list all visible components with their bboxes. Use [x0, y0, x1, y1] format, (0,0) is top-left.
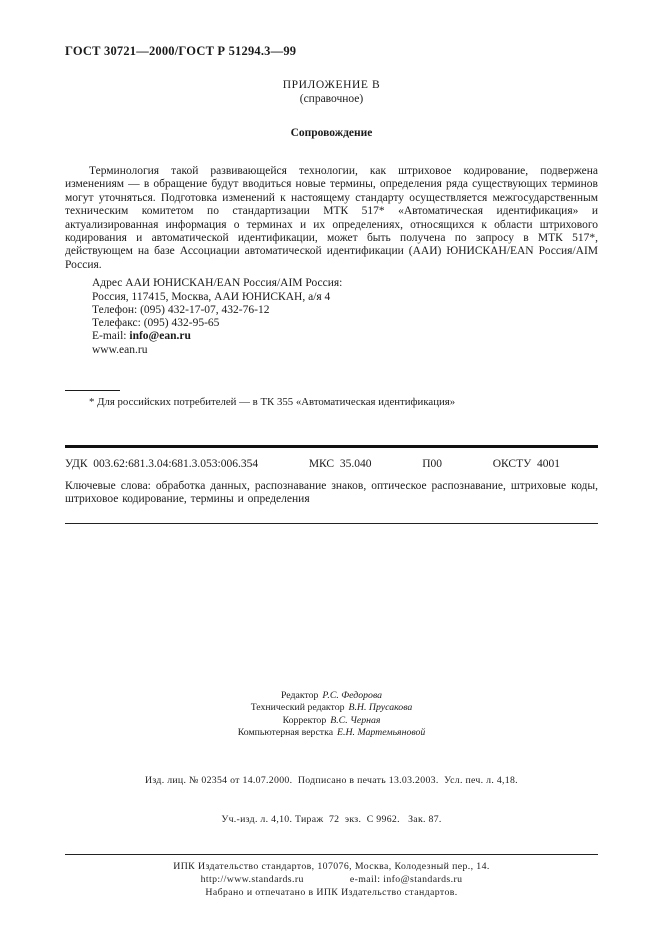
appendix-title: ПРИЛОЖЕНИЕ В	[282, 79, 381, 91]
imprint-block	[65, 748, 598, 852]
imprint-line-1: Изд. лиц. № 02354 от 14.07.2000. Подписано в печать 13.03.2003. Усл. печ. л. 4,18.	[145, 775, 518, 787]
credit-name: Е.Н. Мартемьяновой	[337, 727, 426, 739]
document-number: ГОСТ 30721—2000/ГОСТ Р 51294.3—99	[65, 44, 297, 58]
credit-name: В.Н. Прусакова	[348, 702, 413, 714]
classification-row	[65, 458, 598, 470]
section-title: Сопровождение	[290, 127, 373, 139]
footnote-divider	[65, 390, 120, 391]
udk-value: УДК 003.62:681.3.04:681.3.053:006.354	[65, 458, 259, 471]
footnote-text: * Для российских потребителей — в ТК 355 «Автоматическая идентификация»	[89, 396, 456, 409]
website-line: www.ean.ru	[92, 343, 148, 356]
credit-line-technical-editor	[65, 702, 598, 714]
publisher-contacts	[65, 873, 598, 886]
body-paragraph: Терминология такой развивающейся технологии, как штриховое кодирование, подвержена изменениям — в обращение будут вводиться новые термины, определения ряда существующих терминов могут уточняться. Подготовка изменений к настоящему стандарту осуществляется межгосударственным техническим комитетом по стандартизации МТК 517* «Автоматическая идентификация» и актуализированная информация о терминах и их определениях, относящихся к области штрихового кодирования и автоматической идентификации, может быть получена по запросу в МТК 517*, действующем на базе Ассоциации автоматической идентификации (ААИ) ЮНИСКАН/EAN Россия/AIM Россия.	[65, 165, 598, 271]
okstu-value: ОКСТУ 4001	[492, 458, 560, 471]
email-line	[92, 330, 598, 343]
address-line-2: Россия, 117415, Москва, ААИ ЮНИСКАН, а/я 4	[92, 290, 331, 303]
credit-role: Технический редактор	[250, 702, 345, 714]
class-code-value: П00	[422, 458, 442, 471]
credit-line-proofreader	[65, 715, 598, 727]
keywords-text: Ключевые слова: обработка данных, распознавание знаков, оптическое распознавание, штриховые коды, штриховое кодирование, термины и определения	[65, 480, 598, 506]
section-divider-thick	[65, 445, 598, 448]
credit-role: Компьютерная верстка	[237, 727, 334, 739]
keywords-divider	[65, 523, 598, 524]
printed-note: Набрано и отпечатано в ИПК Издательство стандартов.	[205, 887, 458, 899]
footer-divider	[65, 854, 598, 855]
publisher-block	[65, 860, 598, 899]
credit-name: Р.С. Федорова	[322, 689, 383, 701]
email-address: info@ean.ru	[129, 330, 191, 343]
mks-value: МКС 35.040	[308, 458, 372, 471]
publisher-url: http://www.standards.ru	[200, 874, 304, 886]
credit-role: Корректор	[282, 714, 327, 726]
address-block	[65, 277, 598, 357]
imprint-line-2: Уч.-изд. л. 4,10. Тираж 72 экз. С 9962. Зак. 87.	[221, 814, 442, 826]
publisher-email: e-mail: info@standards.ru	[349, 874, 463, 886]
credit-name: В.С. Черная	[330, 714, 381, 726]
publisher-address: ИПК Издательство стандартов, 107076, Москва, Колодезный пер., 14.	[173, 861, 490, 873]
fax-line: Телефакс: (095) 432-95-65	[92, 317, 220, 330]
credit-line-editor	[65, 690, 598, 702]
appendix-heading	[65, 79, 598, 106]
credits-block	[65, 690, 598, 740]
appendix-note: (справочное)	[299, 92, 364, 105]
credit-role: Редактор	[280, 689, 319, 701]
email-label: E-mail:	[92, 330, 130, 343]
credit-line-layout	[65, 727, 598, 739]
phone-line: Телефон: (095) 432-17-07, 432-76-12	[92, 303, 270, 316]
address-line-1: Адрес ААИ ЮНИСКАН/EAN Россия/AIM Россия:	[92, 277, 343, 290]
